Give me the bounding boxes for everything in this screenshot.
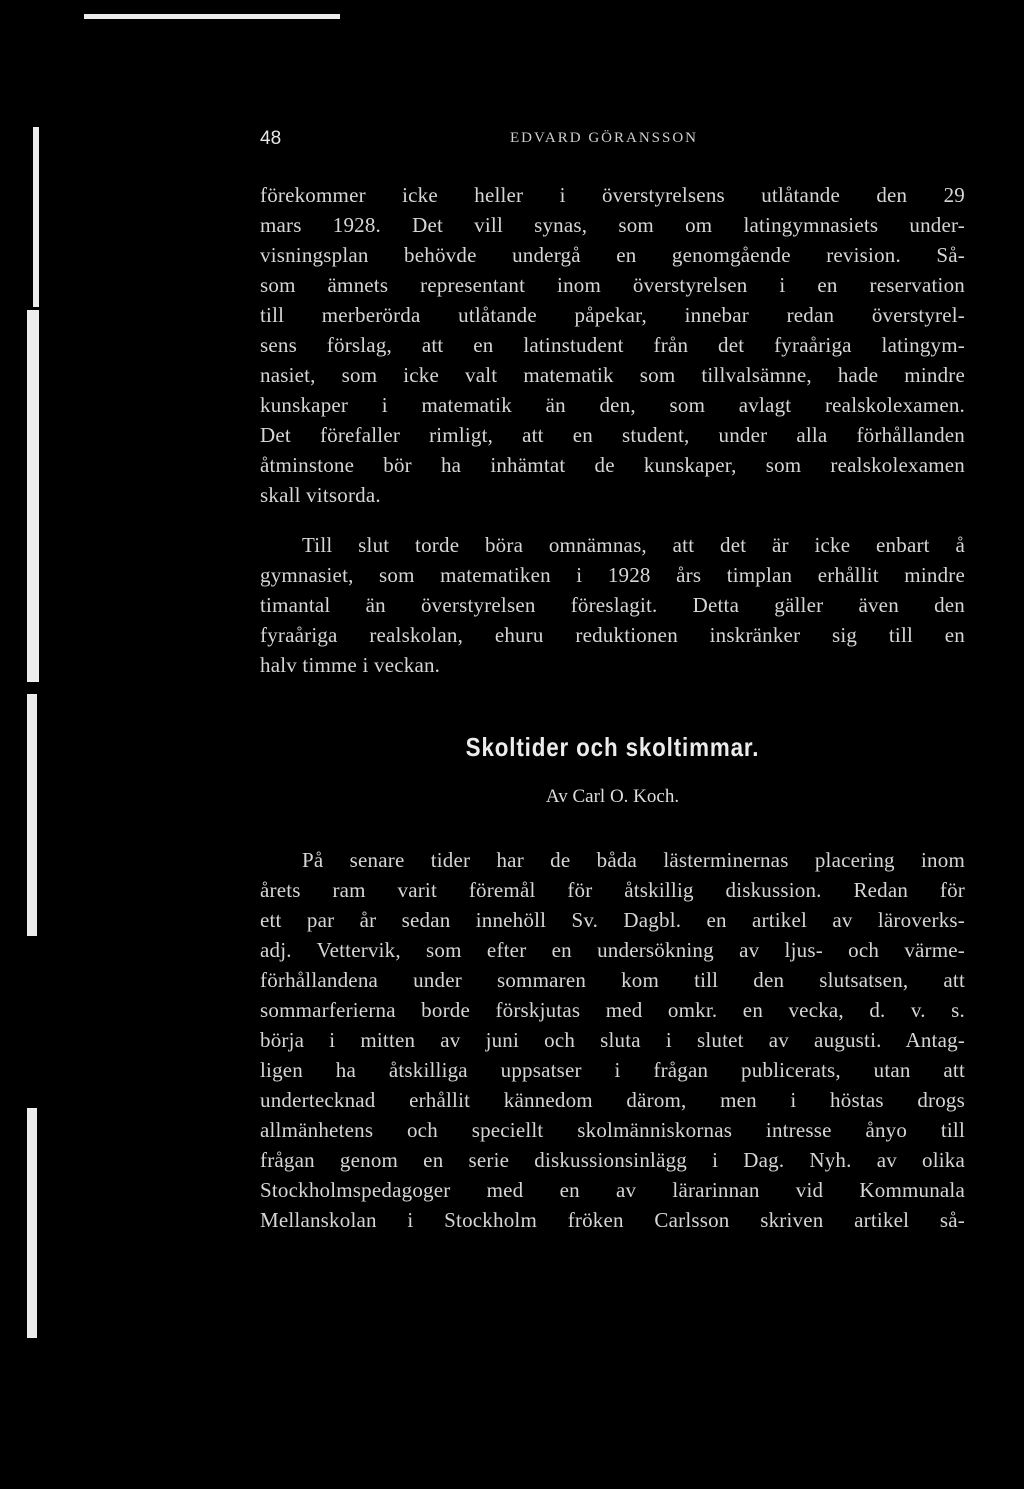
- scan-edge-bar: [84, 14, 340, 19]
- text-line: årets ram varit föremål för åtskillig diskussion. Redan för: [260, 878, 965, 902]
- text-line: nasiet, som icke valt matematik som tillvalsämne, hade mindre: [260, 363, 965, 387]
- text-line: förekommer icke heller i överstyrelsens utlåtande den 29: [260, 183, 965, 207]
- text-line: Mellanskolan i Stockholm fröken Carlsson skriven artikel så-: [260, 1208, 965, 1232]
- text-line: åtminstone bör ha inhämtat de kunskaper, som realskolexamen: [260, 453, 965, 477]
- text-line: till merberörda utlåtande påpekar, innebar redan överstyrel-: [260, 303, 965, 327]
- text-line: sens förslag, att en latinstudent från det fyraåriga latingym-: [260, 333, 965, 357]
- text-line: Det förefaller rimligt, att en student, under alla förhållanden: [260, 423, 965, 447]
- text-line: som ämnets representant inom överstyrelsen i en reservation: [260, 273, 965, 297]
- running-head: EDVARD GÖRANSSON: [510, 130, 698, 146]
- text-line: fyraåriga realskolan, ehuru reduktionen inskränker sig till en: [260, 623, 965, 647]
- text-line: halv timme i veckan.: [260, 653, 441, 677]
- text-line: Stockholmspedagoger med en av lärarinnan vid Kommunala: [260, 1178, 965, 1202]
- text-line: sommarferierna borde förskjutas med omkr. en vecka, d. v. s.: [260, 998, 965, 1022]
- text-line: gymnasiet, som matematiken i 1928 års timplan erhållit mindre: [260, 563, 965, 587]
- text-line: mars 1928. Det vill synas, som om latingymnasiets under-: [260, 213, 965, 237]
- text-line: adj. Vettervik, som efter en undersökning av ljus- och värme-: [260, 938, 965, 962]
- text-line: ett par år sedan innehöll Sv. Dagbl. en artikel av läroverks-: [260, 908, 965, 932]
- paragraph-3: [260, 845, 965, 1235]
- text-line: kunskaper i matematik än den, som avlagt realskolexamen.: [260, 393, 965, 417]
- article-title: Skoltider och skoltimmar.: [465, 732, 760, 762]
- page-number: 48: [260, 128, 282, 149]
- text-line: börja i mitten av juni och sluta i slutet av augusti. Antag-: [260, 1028, 965, 1052]
- text-line: skall vitsorda.: [260, 483, 381, 507]
- scan-margin-bar: [27, 694, 37, 936]
- text-line: allmänhetens och speciellt skolmänniskornas intresse ånyo till: [260, 1118, 965, 1142]
- scan-margin-bar: [33, 127, 39, 307]
- text-line: Till slut torde böra omnämnas, att det är icke enbart å: [302, 533, 965, 557]
- text-line: frågan genom en serie diskussionsinlägg i Dag. Nyh. av olika: [260, 1148, 965, 1172]
- article-byline: Av Carl O. Koch.: [545, 786, 680, 807]
- text-line: undertecknad erhållit kännedom därom, men i höstas drogs: [260, 1088, 965, 1112]
- paragraph-1: [260, 180, 965, 510]
- text-line: På senare tider har de båda lästerminernas placering inom: [302, 848, 965, 872]
- scan-margin-bar: [27, 310, 39, 682]
- text-line: timantal än överstyrelsen föreslagit. Detta gäller även den: [260, 593, 965, 617]
- page-header: [260, 124, 965, 152]
- text-line: visningsplan behövde undergå en genomgående revision. Så-: [260, 243, 965, 267]
- text-line: ligen ha åtskilliga uppsatser i frågan publicerats, utan att: [260, 1058, 965, 1082]
- text-line: förhållandena under sommaren kom till den slutsatsen, att: [260, 968, 965, 992]
- paragraph-2: [260, 530, 965, 680]
- scan-margin-bar: [27, 1108, 37, 1338]
